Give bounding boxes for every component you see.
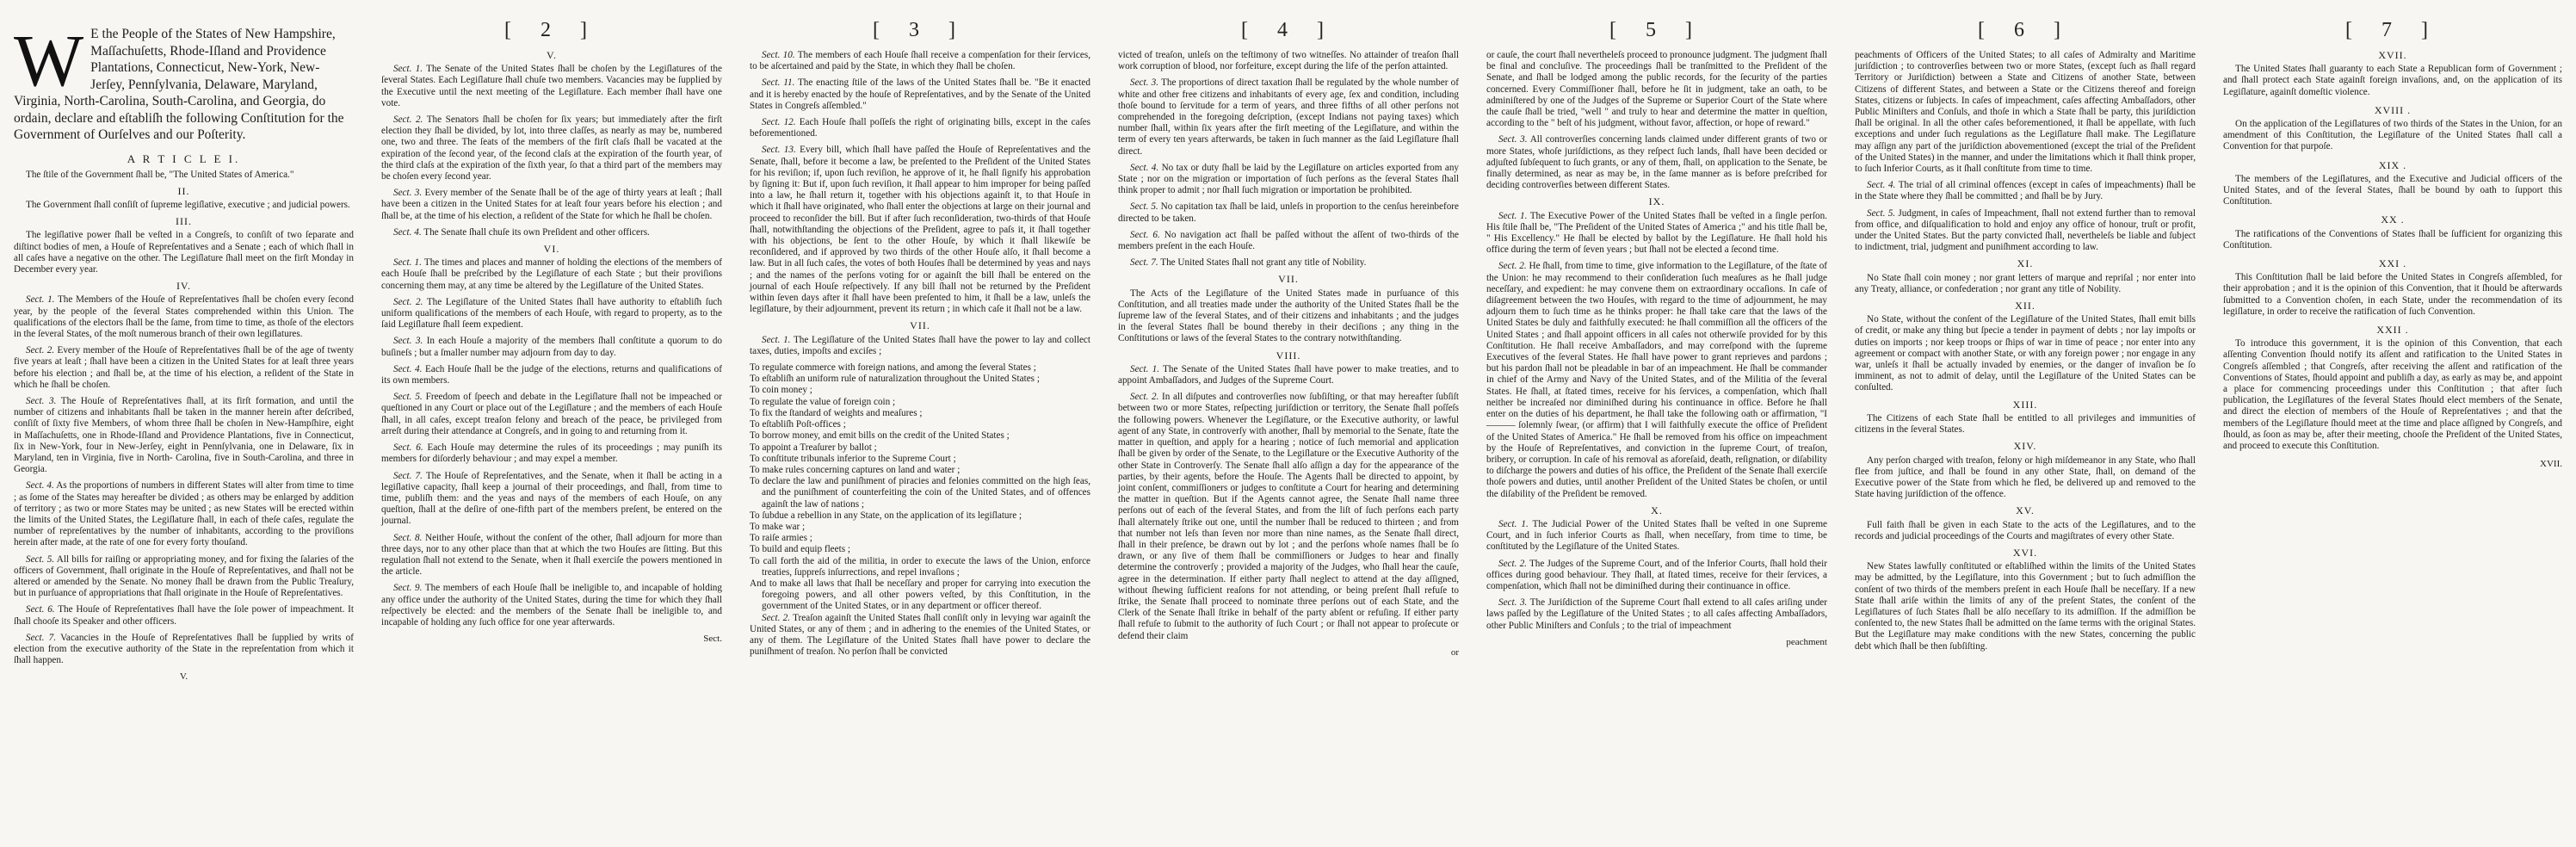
- section-heading: II.: [177, 184, 190, 197]
- catchword: or: [1450, 646, 1459, 658]
- section-paragraph: [381, 442, 722, 465]
- section-paragraph: [750, 335, 1090, 357]
- page-number: [ 3 ]: [873, 19, 967, 41]
- section-text: The trial of all criminal offences (except in caſes of impeachments) ſhall be in the State where they ſhall be committed ; and ſhall be by Jury.: [1855, 180, 2196, 202]
- section-text: Each Houſe ſhall be the judge of the elections, returns and qualifications of its own members.: [381, 363, 722, 386]
- section-label: Sect. 1.: [393, 64, 423, 75]
- section-label: Sect. 1.: [1498, 518, 1529, 529]
- section-label: Sect. 2.: [393, 296, 423, 307]
- page-1: [0, 0, 368, 847]
- section-text: Each Houſe ſhall poſſeſs the right of originating bills, except in the caſes beforementioned.: [750, 117, 1090, 139]
- page-3: [736, 0, 1104, 847]
- section-heading: VI.: [543, 243, 560, 256]
- paragraph: The members of the Legiſlatures, and the Executive and Judicial officers of the United States, and of the ſeveral States, ſhall be bound by oath to ſupport this Conſtitution.: [2223, 173, 2562, 207]
- section-paragraph: [1486, 559, 1827, 593]
- section-text: The times and places and manner of holding the elections of the members of each Houſe ſhall be preſcribed by the Legiſlature of each State ; but their proviſions concerning them may, at any time be altered by the Legiſlature of the United States.: [381, 257, 722, 291]
- page-number: [ 5 ]: [1609, 19, 1704, 41]
- power-item: To make rules concerning captures on land and water ;: [750, 464, 961, 475]
- section-label: Sect. 11.: [762, 77, 795, 89]
- section-paragraph: [381, 583, 722, 628]
- section-paragraph: [381, 297, 722, 331]
- section-label: Sect. 5.: [26, 553, 55, 565]
- catchword: Sect.: [703, 634, 722, 645]
- page-2: [368, 0, 736, 847]
- page-body: [2223, 50, 2562, 452]
- section-text: In each Houſe a majority of the members ſhall conſtitute a quorum to do buſineſs ; but a ſmaller number may adjourn from day to day.: [381, 336, 723, 358]
- paragraph: No State, without the conſent of the Legiſlature of the United States, ſhall emit bills of credit, or make any thing but ſpecie a tender in payment of debts ; nor lay impoſts or duties on imports ; nor keep troops or ſhips of war in time of peace ; nor enter into any agreement or compact with another State, or with any foreign power ; nor engage in any war, unleſs it ſhall be actually invaded by enemies, or the danger of invaſion be ſo imminent, as not to admit of delay, until the Legiſlature of the United States can be conſulted.: [1855, 314, 2196, 393]
- power-item: To ſubdue a rebellion in any State, on the application of its legiſlature ;: [750, 510, 1022, 521]
- section-label: Sect. 1.: [393, 257, 422, 269]
- section-label: Sect. 5.: [1867, 207, 1896, 219]
- section-text: The Judicial Power of the United States ſhall be veſted in one Supreme Court, and in ſuch inferior Courts as ſhall, when neceſſary, from time to time, be conſtituted by the Legiſlature of the United States.: [1486, 518, 1827, 553]
- power-item: To appoint a Treaſurer by ballot ;: [750, 442, 877, 453]
- section-label: Sect. 3.: [393, 336, 423, 347]
- section-paragraph: [1855, 208, 2196, 254]
- power-item: And to make all laws that ſhall be neceſſary and proper for carrying into execution the foregoing powers, and all other powers veſted, by this Conſtitution, in the government of the United States, or in any department or officer thereof.: [750, 578, 1090, 612]
- section-heading: VII.: [1278, 273, 1299, 286]
- section-label: Sect. 10.: [762, 50, 795, 60]
- paragraph: The ſtile of the Government ſhall be, "The United States of America.": [26, 169, 294, 180]
- section-paragraph: [14, 554, 354, 600]
- section-text: In all diſputes and controverſies now ſubſiſting, or that may hereafter ſubſiſt between two or more States, reſpecting juriſdiction or territory, the Senate ſhall poſſeſs the following powers. Whenever the Legiſlature, or the Executive authority, or lawful agent of any State, in controverſy with another, ſhall by memorial to the Senate, ſtate the matter in queſtion, and apply for a hearing ; notice of ſuch memorial and application ſhall be given by order of the Senate, to the Legiſlature or the Executive Authority of the other State in Controverſy. The Senate ſhall alſo aſſign a day for the appearance of the parties, by their agents, before the Houſe. The Agents ſhall be directed to appoint, by joint conſent, commiſſioners or judges to conſtitute a Court for hearing and determining the matter in queſtion. But if the Agents cannot agree, the Senate ſhall name three perſons out of each of the ſeveral States, and from the liſt of ſuch perſons each party ſhall alternately ſtrike out one, until the number ſhall be reduced to thirteen ; and from that number not leſs than ſeven nor more than nine names, as the Senate ſhall direct, ſhall in their preſence, be drawn out by lot ; and the perſons whoſe names ſhall be ſo drawn, or any ſive of them ſhall be commiſſioners or Judges to hear and finally determine the controverſy ; provided a majority of the Judges, who ſhall hear the cauſe, agree in the determination. If either party ſhall neglect to attend at the day aſſigned, without ſhewing ſufficient reaſons for not attending, or being preſent ſhall refuſe to ſtrike, the Senate ſhall proceed to nominate three perſons out of each State, and the Clerk of the Senate ſhall ſtrike in behalf of the party abſent or refuſing. If either party ſhall refuſe to ſubmit to the authority of ſuch Court ; or ſhall not appear to proſecute or defend their claim: [1118, 392, 1459, 641]
- section-label: Sect. 6.: [393, 442, 423, 454]
- section-heading: XV.: [2016, 504, 2035, 517]
- section-paragraph: [1486, 597, 1827, 632]
- section-label: Sect. 2.: [1130, 392, 1159, 403]
- page-number: [ 2 ]: [504, 19, 599, 41]
- section-paragraph: [1118, 77, 1459, 157]
- power-item: To eſtabliſh an uniform rule of naturalization throughout the United States ;: [750, 374, 1040, 385]
- power-item: To call forth the aid of the militia, in order to execute the laws of the Union, enforce treaties, ſuppreſs inſurrections, and repel invaſions ;: [750, 555, 1090, 578]
- section-text: As the proportions of numbers in different States will alter from time to time ; as ſome of the States may hereafter be divided ; as others may be enlarged by addition of territory ; as two or more States may be united ; as new States will be erected within the limits of the United States, the Legiſlature ſhall, in each of theſe caſes, regulate the number of repreſentatives by the number of inhabitants, according to the proviſions herein after made, at the rate of one for every forty thouſand.: [14, 480, 354, 548]
- catchword: XVII.: [2540, 459, 2562, 470]
- section-paragraph: [750, 50, 1090, 72]
- power-item: To regulate commerce with foreign nations, and among the ſeveral States ;: [750, 362, 1036, 374]
- paragraph: The Government ſhall conſiſt of ſupreme legiſlative, executive ; and judicial powers.: [26, 199, 350, 210]
- section-text: The Judges of the Supreme Court, and of the Inferior Courts, ſhall hold their offices during good behaviour. They ſhall, at ſtated times, receive for their ſervices, a compenſation, which ſhall not be diminiſhed during their continuance in office.: [1486, 558, 1827, 591]
- power-item: To eſtabliſh Poſt-offices ;: [750, 419, 846, 430]
- section-heading: XXII .: [2376, 324, 2409, 337]
- section-label: Sect. 7.: [1130, 257, 1158, 269]
- power-item: To raiſe armies ;: [750, 533, 812, 544]
- section-text: The Senators ſhall be choſen for ſix years; but immediately after the firſt election they ſhall be divided, by lot, into three claſſes, as nearly as may be, numbered one, two and three. The ſeats of the members of the firſt claſs ſhall be vacated at the expiration of the ſecond year, of the ſecond claſs at the expiration of the fourth year, of the third claſs at the expiration of the ſixth year, ſo that a third part of the members may be choſen every ſecond year.: [381, 114, 722, 182]
- section-text: The members of each Houſe ſhall receive a compenſation for their ſervices, to be aſcertained and paid by the State, in which they ſhall be choſen.: [750, 50, 1090, 72]
- section-label: Sect. 3.: [393, 188, 423, 199]
- section-text: No capitation tax ſhall be laid, unleſs in proportion to the cenſus hereinbefore directed to be taken.: [1118, 201, 1459, 224]
- section-text: Freedom of ſpeech and debate in the Legiſlature ſhall not be impeached or queſtioned in any Court or place out of the Legiſlature ; and the members of each Houſe ſhall, in all caſes, except treaſon felony and breach of the peace, be privileged from arreſt during their attendance at Congreſs, and in going to and returning from it.: [381, 392, 723, 436]
- section-text: Every member of the Houſe of Repreſentatives ſhall be of the age of twenty five years at leaſt ; ſhall have been a citizen in the United States for at leaſt three years before his election ; and ſhall be, at the time of his election, a reſident of the State in which he ſhall be choſen.: [14, 345, 355, 390]
- section-text: All bills for raiſing or appropriating money, and for fixing the ſalaries of the officers of Government, ſhall originate in the Houſe of Repreſentatives, and ſhall not be altered or amended by the Senate. No money ſhall be drawn from the Public Treaſury, but in purſuance of appropriations that ſhall originate in the Houſe of Repreſentatives.: [14, 553, 354, 599]
- section-label: Sect. 13.: [762, 145, 796, 156]
- section-text: No tax or duty ſhall be laid by the Legiſlature on articles exported from any State ; nor on the migration or importation of ſuch perſons as the ſeveral States ſhall think proper to admit ; nor ſhall ſuch migration or importation be prohibited.: [1118, 162, 1460, 196]
- section-text: Judgment, in caſes of Impeachment, ſhall not extend further than to removal from office, and diſqualification to hold and enjoy any office of honour, truſt or profit, under the United States. But the party convicted ſhall, nevertheleſs be liable and ſubject to indictment, trial, judgment and puniſhment according to law.: [1855, 207, 2196, 253]
- section-text: The Senate of the United States ſhall be choſen by the Legiſlatures of the ſeveral States. Each Legiſlature ſhall chuſe two members. Vacancies may be ſupplied by the Executive until the next meeting of the Legiſlature. Each member ſhall have one vote.: [381, 64, 722, 108]
- drop-cap: W: [14, 19, 84, 102]
- page-5: [1473, 0, 1841, 847]
- section-paragraph: [14, 480, 354, 548]
- section-label: Sect. 1.: [1498, 210, 1528, 221]
- power-item: To borrow money, and emit bills on the credit of the United States ;: [750, 430, 1010, 442]
- section-label: Sect. 2.: [393, 114, 423, 126]
- section-text: The Senate ſhall chuſe its own Preſident and other officers.: [423, 226, 650, 238]
- section-text: The United States ſhall not grant any title of Nobility.: [1160, 257, 1367, 269]
- section-paragraph: [381, 257, 722, 292]
- section-text: The Executive Power of the United States ſhall be veſted in a ſingle perſon. His ſtile ſhall be, "The Preſident of the United States of America ;" and his title ſhall be, " His Excellency." He ſhall be elected by ballot by the Legiſlature. He ſhall hold his office during the term of ſeven years ; but ſhall not be elected a ſecond time.: [1486, 210, 1827, 256]
- section-heading: XIII.: [2012, 398, 2038, 411]
- section-paragraph: [1855, 180, 2196, 202]
- section-paragraph: [381, 114, 722, 182]
- power-item: To fix the ſtandard of weights and meaſures ;: [750, 407, 923, 418]
- page-body: [14, 170, 354, 667]
- power-item: To coin money ;: [750, 385, 812, 396]
- section-heading: III.: [176, 215, 192, 228]
- section-label: Sect. 2.: [1498, 558, 1527, 569]
- section-text: Every bill, which ſhall have paſſed the Houſe of Repreſentatives and the Senate, ſhall, before it become a law, be preſented to the Preſident of the United States for his reviſion; if, upon ſuch reviſion, he approve of it, he ſhall ſignify his approbation by ſigning it: But if, upon ſuch reviſion, it ſhall appear to him improper for being paſſed into a law, he ſhall return it, together with his objections againſt it, to that Houſe in which it ſhall have originated, who ſhall enter the objections at large on their journal and proceed to reconſider the bill. But if after ſuch reconſideration, two-thirds of that Houſe ſhall, notwithſtanding the objections of the Preſident, agree to paſs it, it ſhall together with his objections, be ſent to the other Houſe, by which it ſhall likewiſe be reconſidered, and if approved by two thirds of the other Houſe alſo, it ſhall become a law. But in all ſuch caſes, the votes of both Houſes ſhall be determined by yeas and nays ; and the names of the perſons voting for or againſt the bill ſhall be entered on the journal of each Houſe reſpectively. If any bill ſhall not be returned by the Preſident within ſeven days after it ſhall have been preſented to him, it ſhall be a law, unleſs the legiſlature, by their adjournment, prevent its return ; in which caſe it ſhall not be a law.: [750, 145, 1090, 315]
- section-text: All controverſies concerning lands claimed under different grants of two or more States, whoſe juriſdictions, as they reſpect ſuch lands, ſhall have been decided or adjuſted ſubſequent to ſuch grants, or any of them, ſhall, on application to the Senate, be finally determined, as near as may be, in the ſame manner as is before preſcribed for deciding controverſies between different States.: [1486, 134, 1827, 191]
- power-item: To make war ;: [750, 521, 806, 532]
- section-heading: XIX .: [2378, 158, 2407, 171]
- section-paragraph: [14, 345, 354, 391]
- section-paragraph: [381, 227, 722, 238]
- paragraph: The United States ſhall guaranty to each State a Republican form of Government ; and ſhall protect each State againſt foreign invaſions, and, on the application of its Legiſlature, againſt domeſtic violence.: [2223, 64, 2562, 97]
- section-text: The Members of the Houſe of Repreſentatives ſhall be choſen every ſecond year, by the people of the ſeveral States comprehended within this Union. The qualifications of the electors ſhall be the ſame, from time to time, as thoſe of the electors in the ſeveral States, of the moſt numerous branch of their own legiſlatures.: [14, 294, 354, 339]
- section-paragraph: [14, 294, 354, 340]
- paragraph: New States lawfully conſtituted or eſtabliſhed within the limits of the United States may be admitted, by the Legiſlature, into this Government ; but to ſuch admiſſion the conſent of two thirds of the members preſent in each Houſe ſhall be neceſſary. If a new State ſhall ariſe within the limits of any of the preſent States, the conſent of the Legiſlatures of ſuch States ſhall be alſo neceſſary to its admiſſion. If the admiſſion be conſented to, the new States ſhall be admitted on the ſame terms with the original States. But the Legiſlature may make conditions with the new States, concerning the public debt which ſhall be then ſubſiſting.: [1855, 561, 2196, 652]
- section-text: The Houſe of Repreſentatives ſhall have the ſole power of impeachment. It ſhall chooſe its Speaker and other officers.: [14, 604, 354, 627]
- paragraph: The legiſlative power ſhall be veſted in a Congreſs, to conſiſt of two ſeparate and diſtinct bodies of men, a Houſe of Repreſentatives and a Senate ; each of which ſhall in all caſes have a negative on the other. The Legiſlature ſhall meet on the firſt Monday in December every year.: [14, 230, 354, 275]
- section-text: He ſhall, from time to time, give information to the Legiſlature, of the ſtate of the Union: he may recommend to their conſideration ſuch meaſures as he ſhall judge neceſſary, and expedient: he may convene them on extraordinary occaſions. In caſe of diſagreement between the two Houſes, with regard to the time of adjournment, he may adjourn them to ſuch time as he thinks proper: he ſhall take care that the laws of the United States be duly and faithfully executed: he ſhall commiſſion all the officers of the United States ; and ſhall appoint officers in all caſes not otherwiſe provided for by this Conſtitution. He ſhall receive Ambaſſadors, and may correſpond with the ſupreme Executives of the ſeveral States. He ſhall have power to grant reprieves and pardons ; but his pardon ſhall not be pleadable in bar of an impeachment. He ſhall be commander in chief of the Army and Navy of the United States, and of the Militia of the ſeveral States. He ſhall, at ſtated times, receive for his ſervices, a compenſation, which ſhall neither be increaſed nor diminiſhed during his continuance in office. Before he ſhall enter on the duties of his department, he ſhall take the following oath or affirmation, "I ——— ſolemnly ſwear, (or affirm) that I will faithfully execute the office of Preſident of the United States of America." He ſhall be removed from his office on impeachment by the Houſe of Repreſentatives, and conviction in the ſupreme Court, of treaſon, bribery, or corruption. In caſe of his removal as aforeſaid, death, reſignation, or diſability to diſcharge the powers and duties of his office, the Preſident of the Senate ſhall exerciſe thoſe powers and duties, until another Preſident of the United States be choſen, or until the diſability of the Preſident be removed.: [1486, 261, 1828, 499]
- preamble: [14, 19, 354, 144]
- page-6: [1841, 0, 2209, 847]
- section-label: Sect. 6.: [1130, 229, 1160, 240]
- section-paragraph: [1118, 392, 1459, 641]
- section-paragraph: [14, 604, 354, 627]
- section-label: Sect. 4.: [393, 226, 422, 238]
- section-heading: XVI.: [2012, 546, 2038, 559]
- section-label: Sect. 7.: [26, 632, 57, 643]
- section-label: Sect. 12.: [762, 117, 796, 128]
- section-heading: IX.: [1648, 195, 1665, 208]
- section-paragraph: [14, 633, 354, 667]
- section-paragraph: [381, 471, 722, 528]
- section-text: Vacancies in the Houſe of Repreſentatives ſhall be ſupplied by writs of election from the executive authority of the State in the repreſentation from which it ſhall happen.: [14, 632, 354, 666]
- page-body: [750, 50, 1090, 658]
- section-text: No navigation act ſhall be paſſed without the aſſent of two-thirds of the members preſent in the each Houſe.: [1118, 229, 1460, 252]
- page-body: [1118, 50, 1459, 642]
- section-paragraph: [1486, 134, 1827, 191]
- paragraph: To introduce this government, it is the opinion of this Convention, that each aſſenting Convention ſhould notify its aſſent and ratification to the United States in Congreſs aſſembled ; that Congreſs, after receiving the aſſent and ratification of the Conventions of States, ſhould appoint and publiſh a day, as early as may be, and appoint a place for commencing proceedings under this Conſtitution ; that after ſuch publication, the Legiſlatures of the ſeveral States ſhould elect members of the Senate, and direct the election of members of the Houſe of Repreſentatives ; and that the members of the Legiſlature ſhould meet at the time and place aſſigned by Congreſs, and ſhould, as ſoon as may be, after their meeting, chooſe the Preſident of the United States, and proceed to execute this Conſtitution.: [2223, 338, 2562, 452]
- section-paragraph: [381, 336, 722, 358]
- paragraph: The Acts of the Legiſlature of the United States made in purſuance of this Conſtitution, and all treaties made under the authority of the United States ſhall be the ſupreme law of the ſeveral States, and of their citizens and inhabitants ; and the judges in the ſeveral States ſhall be bound thereby in their deciſions ; any thing in the Conſtitutions or laws of the ſeveral States to the contrary notwithſtanding.: [1118, 287, 1459, 344]
- section-paragraph: [1118, 230, 1459, 252]
- paragraph: This Conſtitution ſhall be laid before the United States in Congreſs aſſembled, for their approbation ; and it is the opinion of this Convention, that it ſhould be afterwards ſubmitted to a Convention choſen, in each State, under the recommendation of its legiſlature, in order to receive the ratification of ſuch Convention.: [2223, 272, 2562, 317]
- paragraph: or cauſe, the court ſhall nevertheleſs proceed to pronounce judgment. The judgment ſhall be final and concluſive. The proceedings ſhall be tranſmitted to the Preſident of the Senate, and ſhall be lodged among the public records, for the ſecurity of the parties concerned. Every Commiſſioner ſhall, before he ſit in judgment, take an oath, to be adminiſtered by one of the Judges of the Supreme or Superior Court of the State where the cauſe ſhall be tried, "well " and truly to hear and determine the matter in queſtion, according to the " beſt of his judgment, without favor, affection, or hope of reward.": [1486, 50, 1827, 129]
- section-label: Sect. 2.: [26, 345, 55, 356]
- section-label: Sect. 1.: [26, 294, 55, 306]
- section-label: Sect. 3.: [1498, 597, 1528, 609]
- section-paragraph: [750, 117, 1090, 139]
- section-label: Sect. 1.: [1130, 363, 1160, 374]
- section-label: Sect. 4.: [1867, 180, 1896, 191]
- section-label: Sect. 2.: [1498, 261, 1527, 272]
- section-text: The Legiſlature of the United States ſhall have the power to lay and collect taxes, duties, impoſts and exciſes ;: [750, 334, 1090, 356]
- paragraph: peachments of Officers of the United States; to all caſes of Admiralty and Maritime juriſdiction ; to controverſies between two or more States, (except ſuch as ſhall regard Territory or Juriſdiction) between a State and Citizens of another State, between Citizens of different States, and between a State or the Citizens thereof and foreign States, citizens or ſubjects. In caſes of impeachment, caſes affecting Ambaſſadors, other Public Miniſters and Conſuls, and thoſe in which a State ſhall be party, this juriſdiction ſhall be original. In all the other caſes beforementioned, it ſhall be appellate, with ſuch exceptions and under ſuch regulations as the Legiſlature ſhall make. The Legiſlature may aſſign any part of the juriſdiction abovementioned (except the trial of the Preſident of the United States) in the manner, and under the limitations which it ſhall think proper, to ſuch Inferior Courts, as it ſhall conſtitute from time to time.: [1855, 50, 2196, 175]
- section-heading: XXI .: [2378, 257, 2407, 270]
- section-heading: X.: [1651, 504, 1663, 516]
- section-heading: XVIII .: [2374, 103, 2412, 116]
- section-text: The enacting ſtile of the laws of the United States ſhall be. "Be it enacted and it is hereby enacted by the houſe of Repreſentatives, and by the Senate of the United States in Congreſs aſſembled.": [750, 77, 1090, 111]
- catchword: V.: [179, 671, 188, 683]
- section-label: Sect. 4.: [26, 480, 54, 492]
- section-heading: IV.: [176, 280, 192, 293]
- section-paragraph: [381, 364, 722, 386]
- section-label: Sect. 4.: [393, 363, 423, 374]
- section-paragraph: [1486, 519, 1827, 553]
- page-number: [ 4 ]: [1241, 19, 1336, 41]
- article-title: A R T I C L E I.: [127, 151, 241, 165]
- section-paragraph: [750, 613, 1090, 658]
- section-paragraph: [381, 533, 722, 578]
- section-label: Sect. 6.: [26, 604, 55, 615]
- section-text: The proportions of direct taxation ſhall be regulated by the whole number of white and other free citizens and inhabitants of every age, ſex and condition, including thoſe bound to ſervitude for a term of years, and three fifths of all other perſons not comprehended in the foregoing deſcription, (except Indians not paying taxes) which number ſhall, within ſix years after the firſt meeting of the Legiſlature, and within the term of every ten years afterwards, be taken in ſuch manner as the ſaid Legiſlature ſhall direct.: [1118, 77, 1459, 157]
- section-label: Sect. 4.: [1130, 162, 1159, 173]
- section-paragraph: [381, 188, 722, 222]
- section-label: Sect. 7.: [393, 470, 423, 481]
- section-label: Sect. 2.: [762, 612, 791, 623]
- section-label: Sect. 9.: [393, 583, 423, 594]
- section-paragraph: [750, 77, 1090, 112]
- section-text: Treaſon againſt the United States ſhall conſiſt only in levying war againſt the United States, or any of them ; and in adhering to the enemies of the United States, or any of them. The Legiſlature of the United States ſhall have power to declare the puniſhment of treaſon. No perſon ſhall be convicted: [750, 612, 1090, 658]
- paragraph: The ratifications of the Conventions of States ſhall be ſufficient for organizing this Conſtitution.: [2223, 228, 2562, 250]
- paragraph: Any perſon charged with treaſon, felony or high miſdemeanor in any State, who ſhall flee from juſtice, and ſhall be found in any other State, ſhall, on demand of the Executive power of the State from which he fled, be delivered up and removed to the State having juriſdiction of the offence.: [1855, 454, 2196, 500]
- section-heading: XVII.: [2378, 49, 2407, 61]
- power-item: To declare the law and puniſhment of piracies and felonies committed on the high ſeas, and the puniſhment of counterfeiting the coin of the United States, and of offences againſt the law of nations ;: [750, 476, 1090, 510]
- catchword: peachment: [1786, 636, 1827, 647]
- section-heading: V.: [546, 49, 558, 61]
- section-heading: XI.: [2017, 257, 2034, 270]
- paragraph: The Citizens of each State ſhall be entitled to all privileges and immunities of citizens in the ſeveral States.: [1855, 412, 2196, 436]
- section-text: The Legiſlature of the United States ſhall have authority to eſtabliſh ſuch uniform qualifications of the members of each Houſe, with regard to property, as to the ſaid Legiſlature ſhall ſeem expedient.: [381, 296, 722, 331]
- section-paragraph: [381, 392, 722, 437]
- section-paragraph: [1118, 201, 1459, 224]
- paragraph: No State ſhall coin money ; nor grant letters of marque and repriſal ; nor enter into any Treaty, alliance, or confederation ; nor grant any title of Nobility.: [1855, 272, 2196, 294]
- section-paragraph: [1486, 261, 1827, 499]
- preamble-text: E the People of the States of New Hampshire, Maſſachuſetts, Rhode-Iſland and Providence Plantations, Connecticut, New-York, New-Jerſey, Pennſylvania, Delaware, Maryland, Virginia, North-Carolina, South-Carolina, and Georgia, do ordain, declare and eſtabliſh the following Conſtitution for the Government of Ourſelves and our Poſterity.: [14, 27, 344, 142]
- page-body: [381, 50, 722, 628]
- section-label: Sect. 3.: [1130, 77, 1159, 89]
- section-label: Sect. 5.: [1130, 201, 1158, 213]
- section-text: The Juriſdiction of the Supreme Court ſhall extend to all caſes ariſing under laws paſſed by the Legiſlature of the United States ; to all caſes affecting Ambaſſadors, other Public Miniſters and Conſuls ; to the trial of impeachment: [1486, 597, 1827, 631]
- section-paragraph: [1118, 163, 1459, 197]
- power-item: To conſtitute tribunals inferior to the Supreme Court ;: [750, 453, 956, 464]
- section-paragraph: [381, 64, 722, 109]
- section-heading: XIV.: [2013, 440, 2037, 453]
- power-item: To build and equip fleets ;: [750, 544, 850, 555]
- page-7: [2209, 0, 2576, 847]
- section-text: The Houſe of Repreſentatives ſhall, at its firſt formation, and until the number of citizens and inhabitants ſhall be taken in the manner herein after deſcribed, conſiſt of ſixty five Members, of whom three ſhall be choſen in New-Hampſhire, eight in Maſſachuſetts, one in Rhode-Iſland and Providence Plantations, five in Connecticut, ſix in New-York, four in New-Jerſey, eight in Pennſylvania, one in Delaware, ſix in Maryland, ten in Virginia, five in North- Carolina, five in South-Carolina, and three in Georgia.: [14, 395, 354, 475]
- section-label: Sect. 5.: [393, 392, 423, 403]
- section-heading: VII.: [910, 319, 930, 332]
- page-4: [1104, 0, 1473, 847]
- section-label: Sect. 3.: [26, 395, 57, 406]
- section-label: Sect. 8.: [393, 532, 423, 543]
- section-paragraph: [1486, 211, 1827, 257]
- section-paragraph: [1118, 257, 1459, 269]
- section-heading: XII.: [2015, 300, 2035, 312]
- page-body: [1855, 50, 2196, 652]
- section-label: Sect. 3.: [1498, 134, 1528, 145]
- paragraph: On the application of the Legiſlatures of two thirds of the States in the Union, for an amendment of this Conſtitution, the Legiſlature of the United States ſhall call a Convention for that purpoſe.: [2223, 119, 2562, 152]
- section-text: Every member of the Senate ſhall be of the age of thirty years at leaſt ; ſhall have been a citizen in the United States for at leaſt four years before his election ; and ſhall be, at the time of his election, a reſident of the State for which he ſhall be choſen.: [381, 188, 722, 221]
- page-number: [ 6 ]: [1978, 19, 2073, 41]
- paragraph: Full faith ſhall be given in each State to the acts of the Legiſlatures, and to the records and judicial proceedings of the Courts and magiſtrates of every other State.: [1855, 519, 2196, 541]
- section-text: Neither Houſe, without the conſent of the other, ſhall adjourn for more than three days, nor to any other place than that at which the two Houſes are ſitting. But this regulation ſhall not extend to the Senate, when it ſhall exerciſe the powers mentioned in the article.: [381, 532, 723, 578]
- section-paragraph: [750, 145, 1090, 315]
- section-text: Each Houſe may determine the rules of its proceedings ; may puniſh its members for diſorderly behaviour ; and may expel a member.: [381, 442, 722, 465]
- section-paragraph: [1118, 364, 1459, 386]
- page-body: [1486, 50, 1827, 632]
- section-text: The members of each Houſe ſhall be ineligible to, and incapable of holding any office under the authority of the United States, during the time for which they ſhall reſpectively be elected: and the members of the Senate ſhall be ineligible to, and incapable of holding any ſuch office for one year afterwards.: [381, 583, 722, 628]
- section-heading: XX .: [2381, 213, 2405, 226]
- section-text: The Senate of the United States ſhall have power to make treaties, and to appoint Ambaſſadors, and Judges of the Supreme Court.: [1118, 363, 1459, 386]
- paragraph: victed of treaſon, unleſs on the teſtimony of two witneſſes. No attainder of treaſon ſhall work corruption of blood, nor forfeiture, except during the life of the perſon attainted.: [1118, 50, 1459, 72]
- section-label: Sect. 1.: [762, 334, 791, 345]
- section-text: The Houſe of Repreſentatives, and the Senate, when it ſhall be acting in a legiſlative capacity, ſhall keep a journal of their proceedings, and ſhall, from time to time, publiſh them: and the yeas and nays of the members of each Houſe, on any queſtion, ſhall at the deſire of one-fifth part of the members preſent, be entered on the journal.: [381, 470, 722, 527]
- page-number: [ 7 ]: [2345, 19, 2440, 41]
- power-item: To regulate the value of foreign coin ;: [750, 396, 896, 407]
- section-paragraph: [14, 396, 354, 475]
- section-heading: VIII.: [1276, 349, 1301, 362]
